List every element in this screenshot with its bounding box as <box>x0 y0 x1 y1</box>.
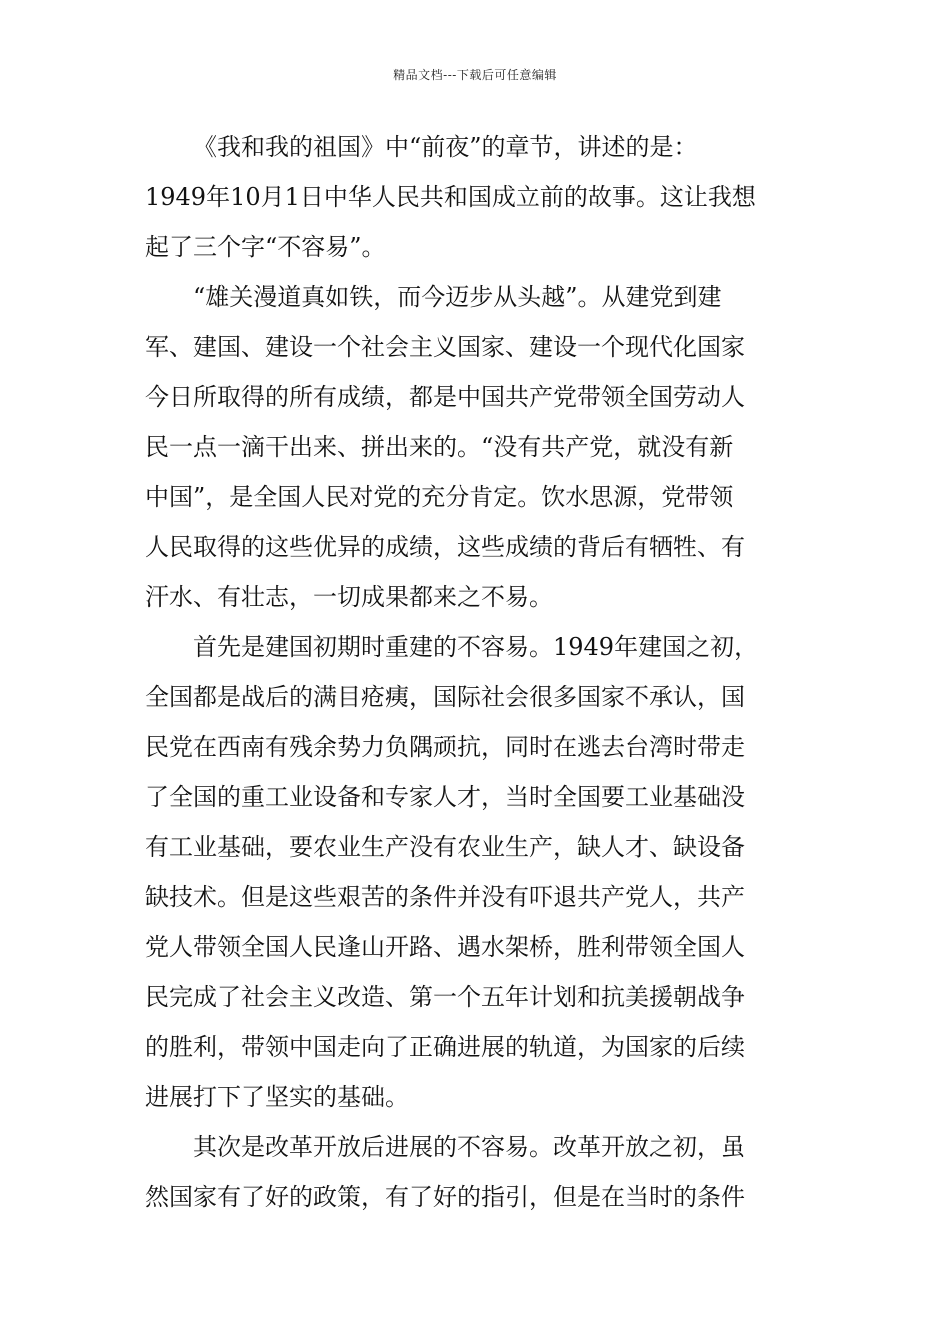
text-line: 然国家有了好的政策，有了好的指引，但是在当时的条件 <box>145 1183 745 1211</box>
text-line: 首先是建国初期时重建的不容易。1949年建国之初， <box>193 633 759 661</box>
text-line: 人民取得的这些优异的成绩，这些成绩的背后有牺牲、有 <box>145 533 745 561</box>
text-line: 缺技术。但是这些艰苦的条件并没有吓退共产党人，共产 <box>145 883 745 911</box>
text-line: 中国”，是全国人民对党的充分肯定。饮水思源，党带领 <box>145 483 734 511</box>
text-line: 全国都是战后的满目疮痍，国际社会很多国家不承认，国 <box>145 683 745 711</box>
text-line: 的胜利，带领中国走向了正确进展的轨道，为国家的后续 <box>145 1033 745 1061</box>
text-line: 军、建国、建设一个社会主义国家、建设一个现代化国家 <box>145 333 745 361</box>
text-line: 有工业基础，要农业生产没有农业生产，缺人才、缺设备 <box>145 833 745 861</box>
text-line: 《我和我的祖国》中“前夜”的章节，讲述的是： <box>193 133 698 161</box>
text-line: 其次是改革开放后进展的不容易。改革开放之初，虽 <box>193 1133 745 1161</box>
text-line: 起了三个字“不容易”。 <box>145 233 386 261</box>
text-line: 进展打下了坚实的基础。 <box>145 1083 409 1111</box>
page-header: 精品文档---下载后可任意编辑 <box>393 68 557 82</box>
text-line: 民完成了社会主义改造、第一个五年计划和抗美援朝战争 <box>145 983 745 1011</box>
text-line: 党人带领全国人民逢山开路、遇水架桥，胜利带领全国人 <box>145 933 745 961</box>
text-line: 民一点一滴干出来、拼出来的。“没有共产党，就没有新 <box>145 433 734 461</box>
text-line: 了全国的重工业设备和专家人才，当时全国要工业基础没 <box>145 783 745 811</box>
text-line: 民党在西南有残余势力负隅顽抗，同时在逃去台湾时带走 <box>145 733 745 761</box>
text-line: 汗水、有壮志，一切成果都来之不易。 <box>145 583 553 611</box>
text-line: “雄关漫道真如铁，而今迈步从头越”。从建党到建 <box>193 283 722 311</box>
text-line: 1949年10月1日中华人民共和国成立前的故事。这让我想 <box>145 183 756 211</box>
text-line: 今日所取得的所有成绩，都是中国共产党带领全国劳动人 <box>145 383 745 411</box>
